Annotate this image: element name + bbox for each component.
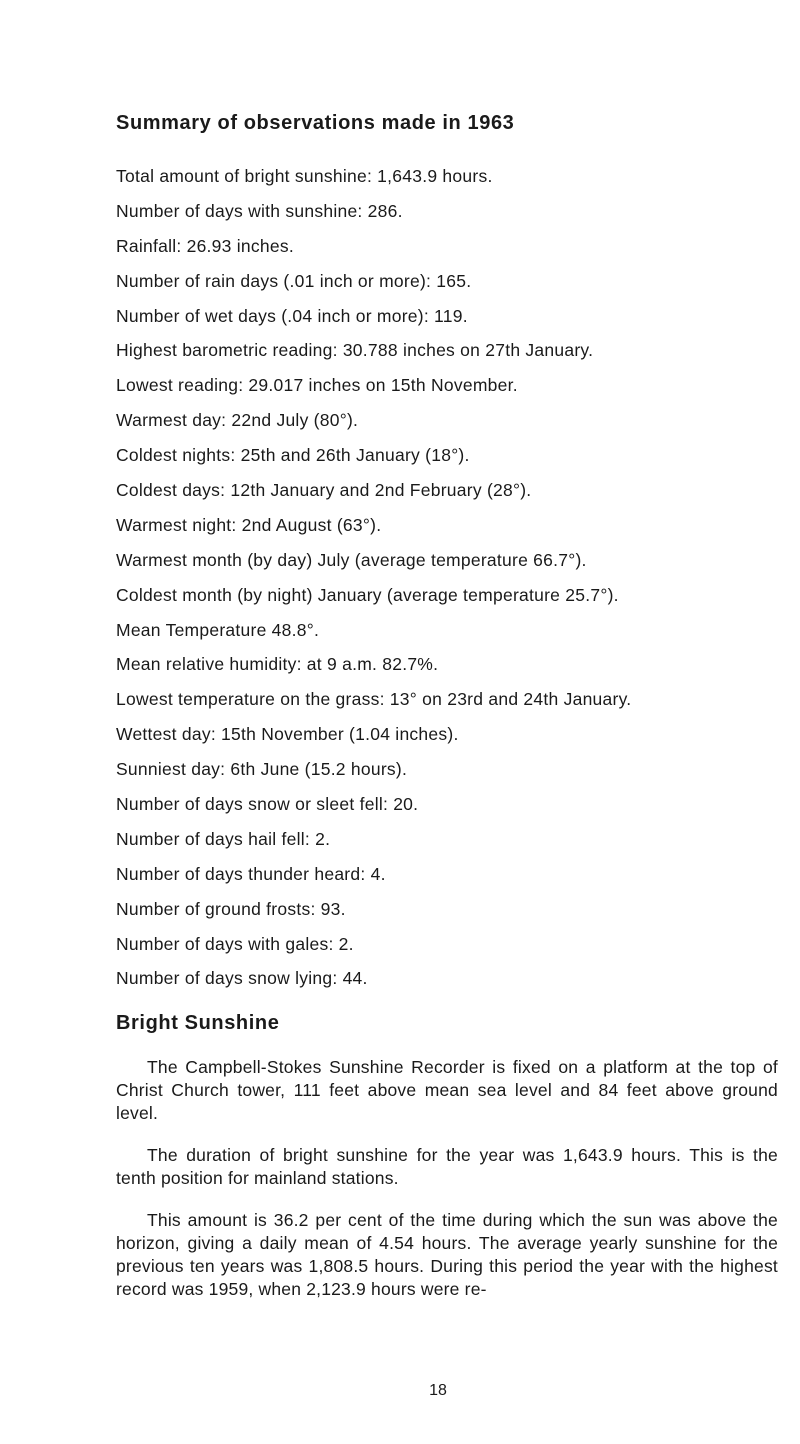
bright-sunshine-body	[116, 1056, 778, 1320]
list-item: Warmest night: 2nd August (63°).	[116, 514, 382, 535]
list-item: Mean relative humidity: at 9 a.m. 82.7%.	[116, 654, 439, 675]
list-item: Coldest month (by night) January (average temperature 25.7°).	[116, 584, 619, 605]
list-item: Coldest nights: 25th and 26th January (18°).	[116, 445, 470, 466]
list-item: Number of days snow or sleet fell: 20.	[116, 794, 419, 815]
list-item: Coldest days: 12th January and 2nd February (28°).	[116, 480, 532, 501]
list-item: Lowest reading: 29.017 inches on 15th November.	[116, 375, 518, 396]
list-item: Rainfall: 26.93 inches.	[116, 235, 294, 256]
observations-list	[116, 159, 776, 996]
list-item: Number of days with sunshine: 286.	[116, 200, 403, 221]
summary-heading: Summary of observations made in 1963	[116, 112, 515, 134]
page-number: 18	[429, 1382, 447, 1399]
list-item: Number of days thunder heard: 4.	[116, 863, 386, 884]
list-item: Mean Temperature 48.8°.	[116, 619, 320, 640]
list-item: Number of wet days (.04 inch or more): 119.	[116, 305, 468, 326]
list-item: Lowest temperature on the grass: 13° on 23rd and 24th January.	[116, 689, 632, 710]
list-item: Number of days with gales: 2.	[116, 933, 354, 954]
list-item: Number of ground frosts: 93.	[116, 898, 346, 919]
list-item: Warmest month (by day) July (average temperature 66.7°).	[116, 549, 587, 570]
paragraph: The duration of bright sunshine for the year was 1,643.9 hours. This is the tenth position for mainland stations.	[116, 1145, 778, 1188]
list-item: Number of days hail fell: 2.	[116, 828, 331, 849]
list-item: Wettest day: 15th November (1.04 inches).	[116, 724, 459, 745]
list-item: Warmest day: 22nd July (80°).	[116, 410, 359, 431]
list-item: Highest barometric reading: 30.788 inches on 27th January.	[116, 340, 594, 361]
paragraph: The Campbell-Stokes Sunshine Recorder is fixed on a platform at the top of Christ Church tower, 111 feet above mean sea level and 84 feet above ground level.	[116, 1057, 778, 1123]
list-item: Number of rain days (.01 inch or more): 165.	[116, 270, 472, 291]
list-item: Total amount of bright sunshine: 1,643.9 hours.	[116, 166, 493, 186]
list-item: Number of days snow lying: 44.	[116, 968, 368, 989]
list-item: Sunniest day: 6th June (15.2 hours).	[116, 759, 408, 780]
bright-sunshine-heading: Bright Sunshine	[116, 1012, 280, 1034]
paragraph: This amount is 36.2 per cent of the time during which the sun was above the horizon, giving a daily mean of 4.54 hours. The average yearly sunshine for the previous ten years was 1,808.5 hours. During this period the year with the highest record was 1959, when 2,123.9 hours were re-	[116, 1210, 778, 1299]
